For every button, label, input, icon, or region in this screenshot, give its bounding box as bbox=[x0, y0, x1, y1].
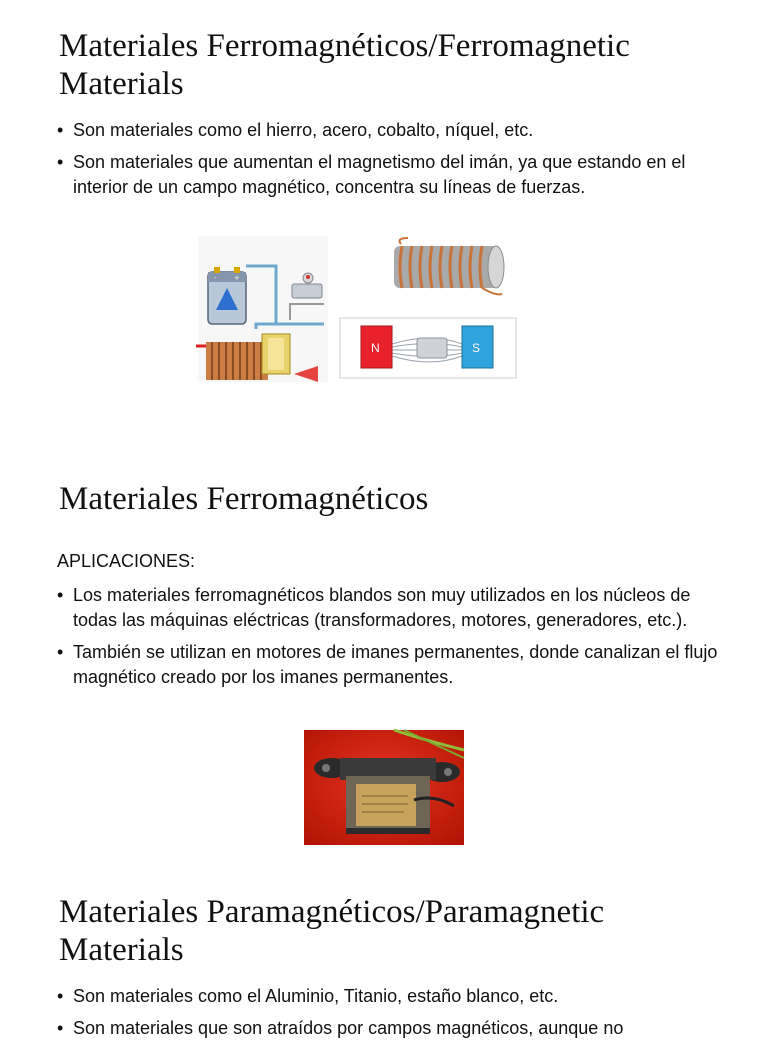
slide-2-subheading: APLICACIONES: bbox=[57, 551, 196, 571]
ferromagnetism-illustration bbox=[196, 234, 526, 384]
bullet-text: Son materiales como el hierro, acero, cobalto, níquel, etc. bbox=[73, 120, 534, 140]
iron-core bbox=[417, 338, 447, 358]
list-item bbox=[57, 640, 737, 690]
bullet-marker: • bbox=[57, 120, 64, 140]
list-item bbox=[57, 583, 737, 633]
slide-2-title: Materiales Ferromagnéticos bbox=[59, 481, 429, 517]
list-item bbox=[57, 118, 737, 143]
slide-1-bullet-list bbox=[57, 118, 737, 207]
bullet-marker: • bbox=[57, 986, 64, 1006]
svg-text:-: - bbox=[214, 274, 217, 282]
south-label: S bbox=[472, 341, 481, 355]
slide-1-title: Materiales Ferromagnéticos/Ferromagnetic Materials bbox=[59, 28, 630, 102]
slide-3-bullet-list bbox=[57, 984, 737, 1048]
battery-icon bbox=[208, 267, 246, 324]
bullet-text: Son materiales que aumentan el magnetismo del imán, ya que estando en el interior de un campo magnético, concentra su líneas de fuerzas. bbox=[73, 152, 686, 197]
south-pole-magnet bbox=[462, 326, 493, 368]
list-item bbox=[57, 984, 737, 1009]
bullet-marker: • bbox=[57, 1018, 64, 1038]
bullet-text: Son materiales como el Aluminio, Titanio, estaño blanco, etc. bbox=[73, 986, 559, 1006]
bullet-text: Son materiales que son atraídos por campos magnéticos, aunque no bbox=[73, 1018, 624, 1038]
transformer-photo bbox=[304, 730, 464, 845]
list-item bbox=[57, 1016, 737, 1041]
north-pole-magnet bbox=[361, 326, 392, 368]
slide-2-bullet-list bbox=[57, 583, 737, 697]
slide-3-title: Materiales Paramagnéticos/Paramagnetic Materials bbox=[59, 894, 605, 968]
bullet-marker: • bbox=[57, 642, 64, 662]
solenoid-coil-icon bbox=[394, 238, 504, 294]
bullet-text: También se utilizan en motores de imanes permanentes, donde canalizan el flujo magnético creado por los imanes permanentes. bbox=[73, 642, 718, 687]
bullet-marker: • bbox=[57, 585, 64, 605]
list-item bbox=[57, 150, 737, 200]
north-label: N bbox=[371, 341, 380, 355]
svg-text:+: + bbox=[234, 274, 240, 282]
bullet-text: Los materiales ferromagnéticos blandos son muy utilizados en los núcleos de todas las máquinas eléctricas (transformadores, motores, generadores, etc.). bbox=[73, 585, 691, 630]
bullet-marker: • bbox=[57, 152, 64, 172]
